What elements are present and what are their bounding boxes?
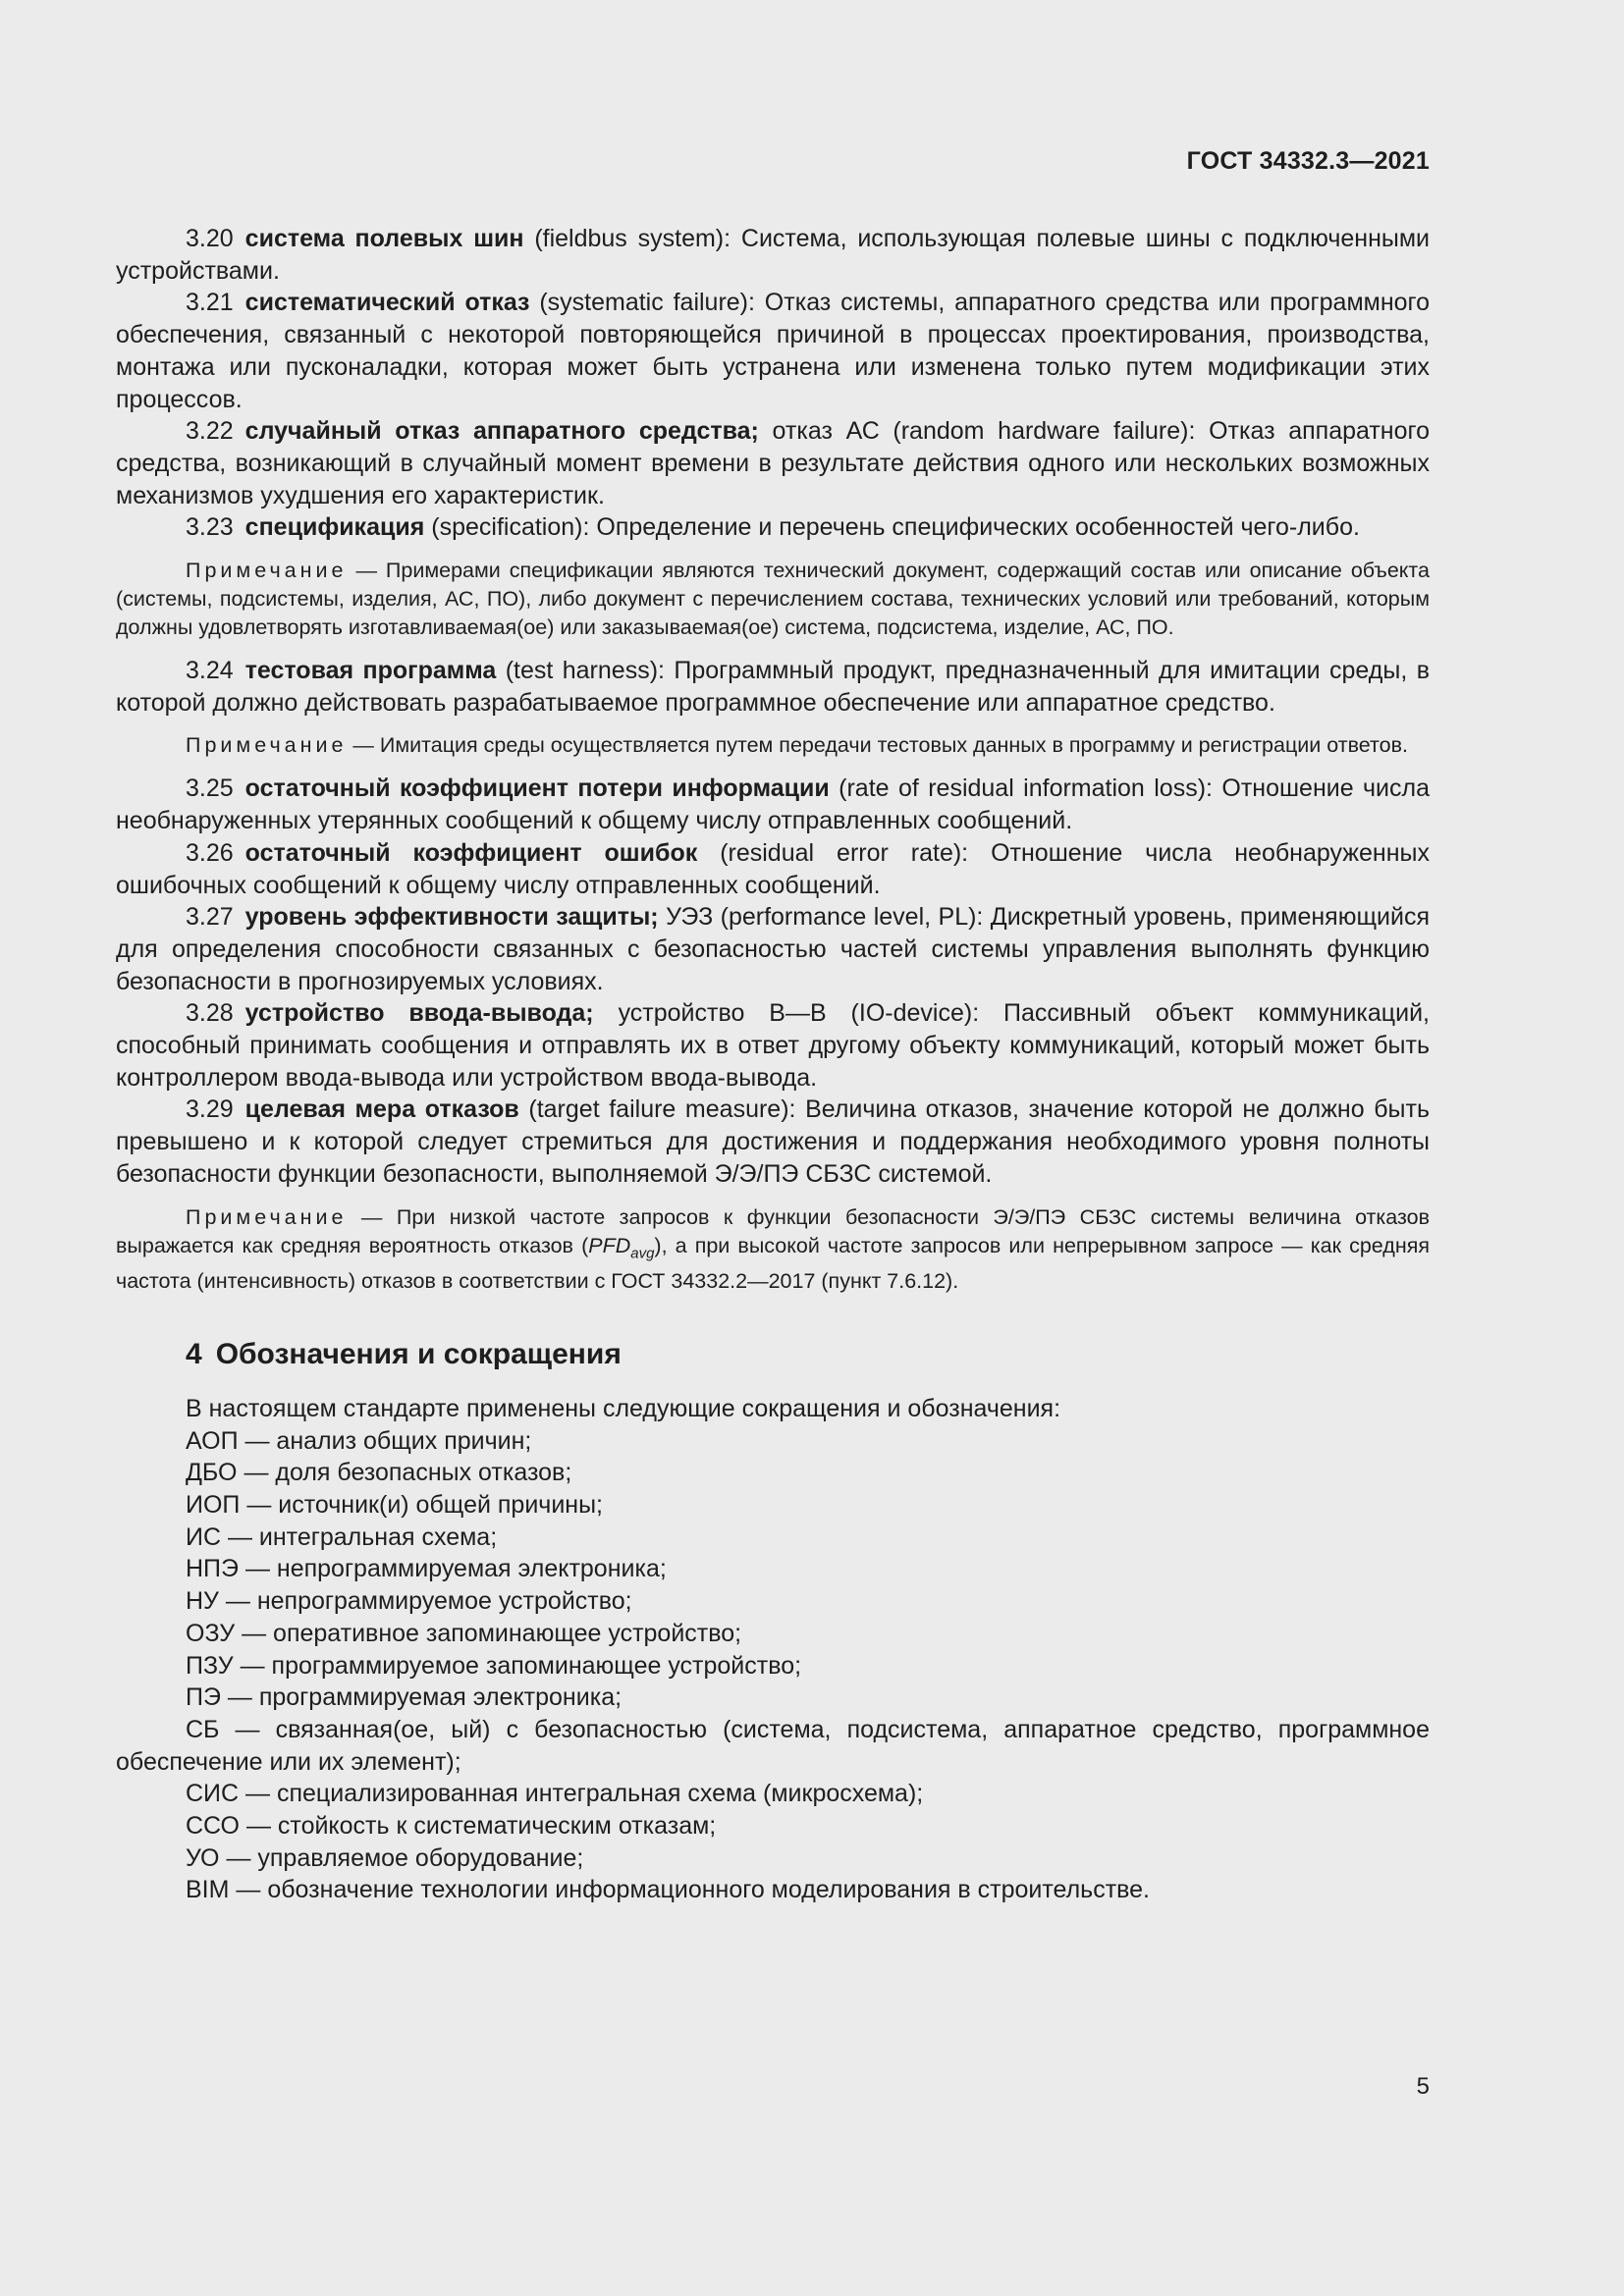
abbreviation-item: УО — управляемое оборудование; [186, 1843, 584, 1872]
definition-term: остаточный коэффициент потери информации [244, 774, 830, 803]
definition-term: случайный отказ аппаратного средства; [244, 417, 759, 446]
note-text: — Примерами спецификации являются технический документ, содержащий состав или описание объекта (системы, подсистемы, изделия, АС, ПО), либо документ с перечислением состава, технических условий или требований, которым должны удовлетворять изготавливаемая(ое) или заказываемая(ое) система, подсистема, изделие, АС, ПО. [116, 559, 1430, 640]
definition-3-27 [116, 901, 1430, 997]
definition-text: (target failure measure): Величина отказов, значение которой не должно быть превышено и к которой следует стремиться для достижения и поддержания необходимого уровня полноты безопасности функции безопасности, выполняемой Э/Э/ПЭ СБЗС системой. [116, 1095, 1431, 1188]
section-title: Обозначения и сокращения [215, 1337, 622, 1370]
definition-3-23 [116, 511, 1430, 544]
abbreviation-item: СИС — специализированная интегральная схема (микросхема); [186, 1780, 924, 1808]
definition-3-28 [116, 997, 1430, 1094]
definition-number: 3.21 [186, 289, 234, 317]
abbreviation-item: НУ — непрограммируемое устройство; [186, 1587, 632, 1616]
section-intro: В настоящем стандарте применены следующие сокращения и обозначения: [186, 1394, 1061, 1422]
definition-number: 3.20 [186, 225, 234, 252]
abbreviation-list [116, 1425, 1430, 1907]
definition-text: (systematic failure): Отказ системы, аппаратного средства или программного обеспечения, связанный с некоторой повторяющейся причиной в процессах проектирования, производства, монтажа или пусконаладки, которая может быть устранена или изменена только путем модификации этих процессов. [116, 289, 1430, 413]
definition-term: система полевых шин [244, 225, 524, 252]
document-header: ГОСТ 34332.3—2021 [1186, 147, 1430, 175]
note-specification [116, 557, 1430, 642]
definition-term: остаточный коэффициент ошибок [244, 838, 698, 867]
abbreviation-item: ИС — интегральная схема; [186, 1522, 498, 1551]
note-test-harness [116, 731, 1430, 760]
definition-number: 3.23 [186, 513, 234, 542]
abbreviation-item: ОЗУ — оперативное запоминающее устройство; [186, 1619, 742, 1647]
definition-number: 3.26 [186, 838, 234, 867]
definition-text: (specification): Определение и перечень специфических особенностей чего-либо. [424, 513, 1360, 542]
abbreviation-item: ИОП — источник(и) общей причины; [186, 1490, 603, 1519]
definition-3-24 [116, 655, 1430, 719]
note-text: — Имитация среды осуществляется путем передачи тестовых данных в программу и регистрации ответов. [347, 733, 1408, 758]
definition-number: 3.27 [186, 903, 234, 932]
abbreviation-item: BIM — обозначение технологии информационного моделирования в строительстве. [186, 1876, 1150, 1904]
definition-term: целевая мера отказов [244, 1095, 519, 1124]
definition-text: устройство В—В (IO-device): Пассивный объект коммуникаций, способный принимать сообщения и отправлять их в ответ другому объекту коммуникаций, который может быть контроллером ввода-вывода или устройством ввода-вывода. [116, 999, 1430, 1092]
abbreviation-item: ССО — стойкость к систематическим отказам; [186, 1812, 717, 1841]
note-label: Примечание [186, 559, 348, 583]
definitions-group-a [116, 223, 1430, 544]
definition-term: устройство ввода-вывода; [244, 999, 594, 1028]
definition-number: 3.29 [186, 1095, 234, 1124]
definition-3-29 [116, 1094, 1430, 1190]
pfd-symbol: PFD [588, 1233, 631, 1257]
definition-term: уровень эффективности защиты; [244, 903, 659, 932]
definition-number: 3.24 [186, 657, 234, 685]
note-text: — При низкой частоте запросов к функции безопасности Э/Э/ПЭ СБЗС системы величина отказов выражается как средняя вероятность отказов ( [116, 1204, 1430, 1257]
definition-text: (test harness): Программный продукт, предназначенный для имитации среды, в которой должно действовать разрабатываемое программное обеспечение или аппаратное средство. [116, 657, 1430, 717]
definition-number: 3.25 [186, 774, 234, 803]
abbreviation-item: АОП — анализ общих причин; [186, 1426, 532, 1455]
definition-3-26 [116, 837, 1430, 901]
definition-text: отказ АС (random hardware failure): Отказ аппаратного средства, возникающий в случайный момент времени в результате действия одного или нескольких возможных механизмов ухудшения его характеристик. [116, 417, 1430, 509]
definition-3-22 [116, 415, 1430, 511]
definition-number: 3.28 [186, 999, 234, 1028]
section-heading [186, 1338, 1430, 1371]
abbreviation-item: ПЭ — программируемая электроника; [186, 1683, 623, 1712]
section-number: 4 [186, 1337, 202, 1370]
definition-number: 3.22 [186, 417, 234, 446]
definition-3-25 [116, 773, 1430, 836]
definitions-group-c [116, 773, 1430, 1190]
definition-term: систематический отказ [244, 289, 530, 317]
definition-text: УЭЗ (performance level, PL): Дискретный уровень, применяющийся для определения способности связанных с безопасностью частей системы управления выполнять функцию безопасности в прогнозируемых условиях. [116, 903, 1431, 995]
pfd-subscript: avg [630, 1244, 655, 1261]
note-target-failure [116, 1203, 1430, 1296]
abbreviation-item: ПЗУ — программируемое запоминающее устройство; [186, 1651, 802, 1680]
definition-text: (rate of residual information loss): Отношение числа необнаруженных утерянных сообщений к общему числу отправленных сообщений. [116, 774, 1430, 835]
note-label: Примечание [186, 733, 348, 758]
definitions-group-b [116, 655, 1430, 719]
definition-text: (residual error rate): Отношение числа необнаруженных ошибочных сообщений к общему числу отправленных сообщений. [116, 838, 1430, 899]
definition-text: (fieldbus system): Система, использующая полевые шины с подключенными устройствами. [116, 225, 1430, 285]
abbreviation-item: ДБО — доля безопасных отказов; [186, 1459, 572, 1487]
definition-term: тестовая программа [244, 657, 497, 685]
page-number: 5 [1416, 2073, 1430, 2100]
document-content [116, 223, 1430, 1906]
definition-3-20 [116, 223, 1430, 287]
definition-term: спецификация [244, 513, 425, 542]
note-text-cont: ), а при высокой частоте запросов или непрерывном запросе — как средняя частота (интенсивность) отказов в соответствии с ГОСТ 34332.2—2017 (пункт 7.6.12). [116, 1233, 1430, 1293]
definition-3-21 [116, 287, 1430, 415]
abbreviation-item: НПЭ — непрограммируемая электроника; [186, 1555, 667, 1583]
note-label: Примечание [186, 1204, 348, 1229]
abbreviation-item: СБ — связанная(ое, ый) с безопасностью (система, подсистема, аппаратное средство, программное обеспечение или их элемент); [116, 1715, 1430, 1776]
